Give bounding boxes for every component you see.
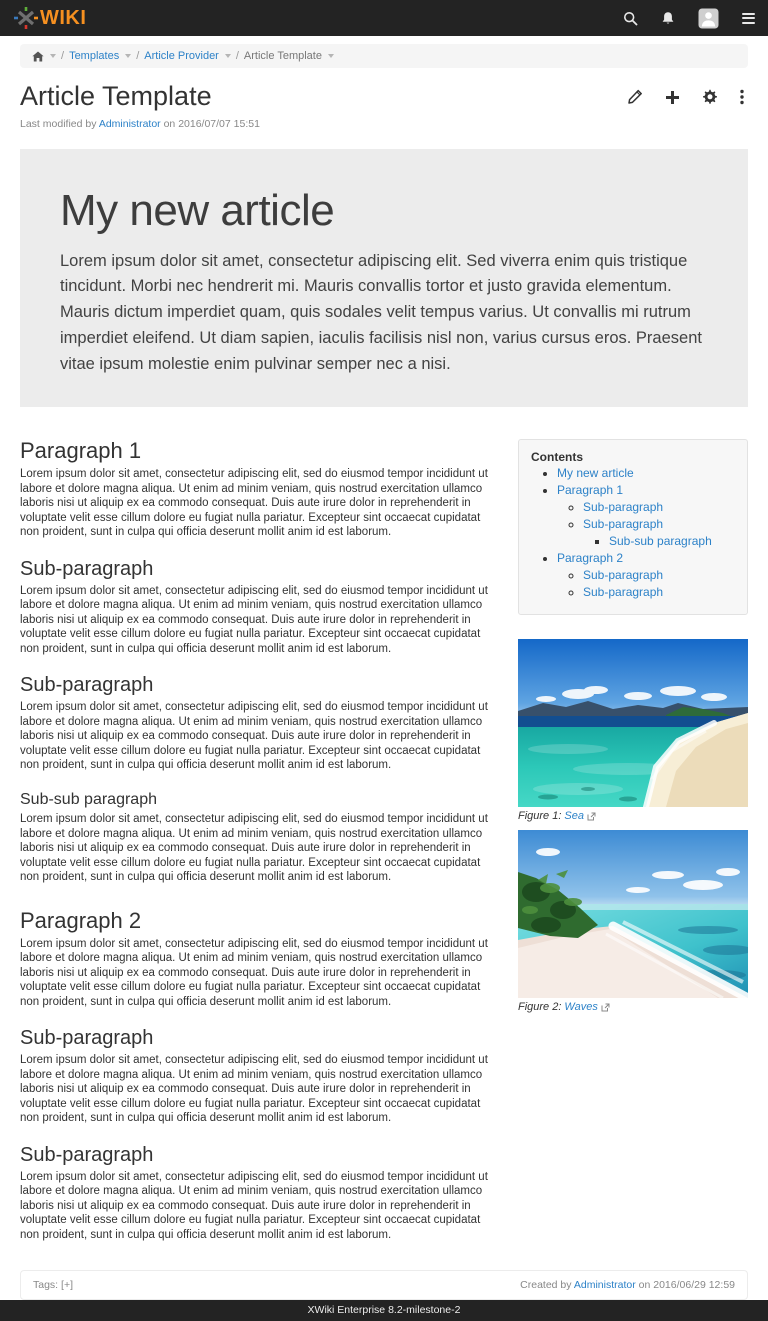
xwiki-logo-text: WIKI xyxy=(40,7,87,29)
created-prefix: Created by xyxy=(520,1279,572,1292)
breadcrumb-item-current: Article Template xyxy=(243,50,322,62)
modified-prefix: Last modified by xyxy=(20,118,97,131)
toc-link-paragraph-1[interactable]: Paragraph 1 xyxy=(557,483,624,498)
section-paragraph: Lorem ipsum dolor sit amet, consectetur adipiscing elit, sed do eiusmod tempor incididunt ut labore et dolore magna aliqua. Ut enim ad minim veniam, quis nostrud exercitation ullamco laboris nisi ut aliquip ex ea commodo consequat. Duis aute irure dolor in reprehenderit in voluptate velit esse cillum dolore eu fugiat nulla pariatur. Excepteur sint occaecat cupidatat non proident, sunt in culpa qui officia deserunt mollit anim id est laborum. xyxy=(20,937,488,1008)
xwiki-logo[interactable] xyxy=(13,6,86,30)
toc-item xyxy=(557,466,735,481)
breadcrumb-item-templates[interactable]: Templates xyxy=(69,50,120,62)
footer-version-text: XWiki Enterprise 8.2-milestone-2 xyxy=(307,1304,461,1317)
figure-link-sea[interactable]: Sea xyxy=(564,810,584,823)
content-columns xyxy=(0,407,768,1242)
external-link-icon xyxy=(601,1003,610,1012)
sea-beach-photo[interactable] xyxy=(518,639,748,807)
breadcrumb xyxy=(20,44,748,68)
breadcrumb-container xyxy=(0,36,768,68)
figure-caption xyxy=(518,1001,748,1013)
page-header xyxy=(0,68,768,112)
home-icon[interactable] xyxy=(32,51,44,62)
section-heading: Sub-sub paragraph xyxy=(20,790,157,808)
toc-link-sub-paragraph[interactable]: Sub-paragraph xyxy=(583,585,664,600)
hamburger-icon[interactable] xyxy=(742,13,755,24)
created-user-link[interactable]: Administrator xyxy=(573,1279,636,1292)
toc-title: Contents xyxy=(531,450,583,465)
external-link-icon xyxy=(587,812,596,821)
toc-link-sub-sub-paragraph[interactable]: Sub-sub paragraph xyxy=(609,534,712,549)
add-tag-button[interactable]: [+] xyxy=(61,1279,73,1292)
waves-beach-photo[interactable] xyxy=(518,830,748,998)
section-heading: Sub-paragraph xyxy=(20,557,154,580)
section-paragraph: Lorem ipsum dolor sit amet, consectetur adipiscing elit, sed do eiusmod tempor incididunt ut labore et dolore magna aliqua. Ut enim ad minim veniam, quis nostrud exercitation ullamco laboris nisi ut aliquip ex ea commodo consequat. Duis aute irure dolor in reprehenderit in voluptate velit esse cillum dolore eu fugiat nulla pariatur. Excepteur sint occaecat cupidatat non proident, sunt in culpa qui officia deserunt mollit anim id est laborum. xyxy=(20,701,488,772)
breadcrumb-caret[interactable] xyxy=(125,54,131,58)
more-icon[interactable] xyxy=(740,89,744,105)
section-paragraph: Lorem ipsum dolor sit amet, consectetur adipiscing elit, sed do eiusmod tempor incididunt ut labore et dolore magna aliqua. Ut enim ad minim veniam, quis nostrud exercitation ullamco laboris nisi ut aliquip ex ea commodo consequat. Duis aute irure dolor in reprehenderit in voluptate velit esse cillum dolore eu fugiat nulla pariatur. Excepteur sint occaecat cupidatat non proident, sunt in culpa qui officia deserunt mollit anim id est laborum. xyxy=(20,468,488,539)
toc-link-my-new-article[interactable]: My new article xyxy=(557,466,634,481)
toc-link-sub-paragraph[interactable]: Sub-paragraph xyxy=(583,500,664,515)
page-actions xyxy=(627,81,748,105)
sidebar-column xyxy=(518,439,748,1013)
article-title: My new article xyxy=(60,186,335,236)
table-of-contents xyxy=(518,439,748,615)
section-heading: Paragraph 2 xyxy=(20,907,142,933)
section-heading: Sub-paragraph xyxy=(20,674,154,697)
article-lead: Lorem ipsum dolor sit amet, consectetur adipiscing elit. Sed viverra enim quis tristique tincidunt. Morbi nec hendrerit mi. Mauris convallis tortor et justo gravida elementum. Mauris dictum imperdiet quam, quis sodales velit tempus varius. Ut convallis mi rutrum imperdiet eleifend. Ut diam sapien, iaculis facilisis nisl non, varius cursus eros. Praesent vitae ipsum molestie enim pulvinar semper nec a nisi. xyxy=(60,251,702,373)
doc-footer-panel xyxy=(20,1270,748,1300)
section-paragraph: Lorem ipsum dolor sit amet, consectetur adipiscing elit, sed do eiusmod tempor incididunt ut labore et dolore magna aliqua. Ut enim ad minim veniam, quis nostrud exercitation ullamco laboris nisi ut aliquip ex ea commodo consequat. Duis aute irure dolor in reprehenderit in voluptate velit esse cillum dolore eu fugiat nulla pariatur. Excepteur sint occaecat cupidatat non proident, sunt in culpa qui officia deserunt mollit anim id est laborum. xyxy=(20,1054,488,1125)
toc-link-paragraph-2[interactable]: Paragraph 2 xyxy=(557,551,624,566)
figure-label: Figure 1: xyxy=(518,810,562,823)
breadcrumb-home-caret[interactable] xyxy=(50,54,56,58)
figure-waves xyxy=(518,830,748,1013)
bell-icon[interactable] xyxy=(661,11,675,26)
breadcrumb-separator: / xyxy=(136,50,140,62)
toc-link-sub-paragraph[interactable]: Sub-paragraph xyxy=(583,517,664,532)
add-icon[interactable] xyxy=(665,90,680,105)
app-footer xyxy=(0,1300,768,1321)
page-title: Article Template xyxy=(20,81,212,111)
article-body xyxy=(20,439,500,1242)
avatar[interactable] xyxy=(698,8,719,29)
edit-icon[interactable] xyxy=(627,89,643,105)
breadcrumb-caret[interactable] xyxy=(225,54,231,58)
top-navigation-bar xyxy=(0,0,768,36)
modified-user-link[interactable]: Administrator xyxy=(98,118,161,131)
toc-item xyxy=(583,568,735,583)
section-heading: Sub-paragraph xyxy=(20,1027,154,1050)
figure-link-waves[interactable]: Waves xyxy=(564,1001,598,1014)
created-info xyxy=(520,1279,735,1291)
toc-item xyxy=(583,585,735,600)
search-icon[interactable] xyxy=(623,11,638,26)
toc-item xyxy=(557,483,735,549)
created-suffix: on 2016/06/29 12:59 xyxy=(638,1279,735,1292)
breadcrumb-item-article-provider[interactable]: Article Provider xyxy=(144,50,219,62)
section-paragraph: Lorem ipsum dolor sit amet, consectetur adipiscing elit, sed do eiusmod tempor incididunt ut labore et dolore magna aliqua. Ut enim ad minim veniam, quis nostrud exercitation ullamco laboris nisi ut aliquip ex ea commodo consequat. Duis aute irure dolor in reprehenderit in voluptate velit esse cillum dolore eu fugiat nulla pariatur. Excepteur sint occaecat cupidatat non proident, sunt in culpa qui officia deserunt mollit anim id est laborum. xyxy=(20,813,488,884)
settings-icon[interactable] xyxy=(702,89,718,105)
toc-link-sub-paragraph[interactable]: Sub-paragraph xyxy=(583,568,664,583)
toc-item xyxy=(609,534,735,549)
doc-last-modified xyxy=(0,112,768,130)
tags-area xyxy=(33,1279,73,1291)
figure-label: Figure 2: xyxy=(518,1001,562,1014)
tags-label: Tags: xyxy=(33,1279,59,1292)
xwiki-logo-x-icon xyxy=(13,6,39,30)
figure-sea xyxy=(518,639,748,822)
breadcrumb-separator: / xyxy=(61,50,65,62)
breadcrumb-caret[interactable] xyxy=(328,54,334,58)
section-heading: Paragraph 1 xyxy=(20,438,142,464)
figure-caption xyxy=(518,810,748,822)
topbar-actions xyxy=(623,8,755,29)
toc-item xyxy=(583,517,735,549)
article-hero xyxy=(20,149,748,407)
section-heading: Sub-paragraph xyxy=(20,1143,154,1166)
toc-item xyxy=(583,500,735,515)
modified-suffix: on 2016/07/07 15:51 xyxy=(163,118,260,131)
section-paragraph: Lorem ipsum dolor sit amet, consectetur adipiscing elit, sed do eiusmod tempor incididunt ut labore et dolore magna aliqua. Ut enim ad minim veniam, quis nostrud exercitation ullamco laboris nisi ut aliquip ex ea commodo consequat. Duis aute irure dolor in reprehenderit in voluptate velit esse cillum dolore eu fugiat nulla pariatur. Excepteur sint occaecat cupidatat non proident, sunt in culpa qui officia deserunt mollit anim id est laborum. xyxy=(20,584,488,655)
toc-item xyxy=(557,551,735,600)
breadcrumb-separator: / xyxy=(235,50,239,62)
section-paragraph: Lorem ipsum dolor sit amet, consectetur adipiscing elit, sed do eiusmod tempor incididunt ut labore et dolore magna aliqua. Ut enim ad minim veniam, quis nostrud exercitation ullamco laboris nisi ut aliquip ex ea commodo consequat. Duis aute irure dolor in reprehenderit in voluptate velit esse cillum dolore eu fugiat nulla pariatur. Excepteur sint occaecat cupidatat non proident, sunt in culpa qui officia deserunt mollit anim id est laborum. xyxy=(20,1170,488,1241)
